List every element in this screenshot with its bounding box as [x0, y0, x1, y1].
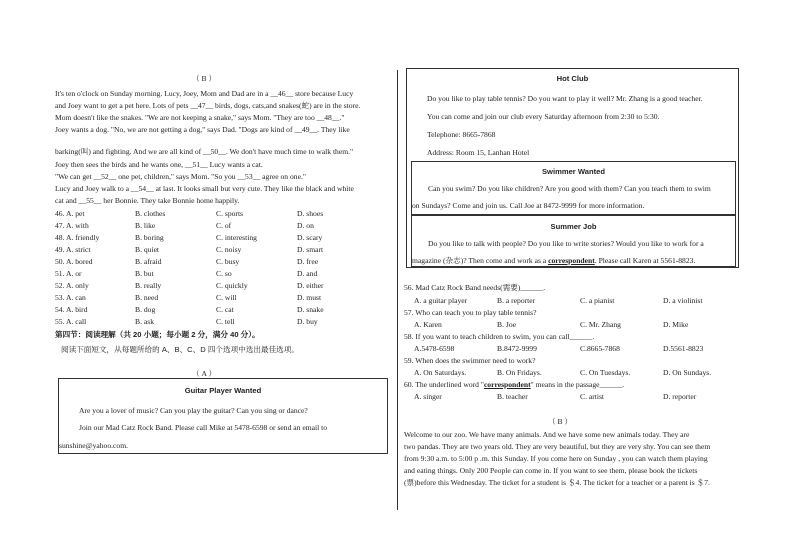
- hot-club-title: Hot Club: [556, 74, 589, 83]
- hot-club-line: You can come and join our club every Saturday afternoon from 2:30 to 5:30.: [427, 112, 660, 121]
- option-cell: B. clothes: [135, 209, 166, 218]
- option-cell: D. and: [297, 269, 318, 278]
- summer-job-box: [411, 215, 736, 267]
- passage-line: and Joey want to get a pet here. Lots of pets __47__ birds, dogs, cats,and snakes(蛇) are in the store.: [55, 101, 361, 110]
- guitar-ad-line: Join our Mad Catz Rock Band. Please call Mike at 5478-6598 or send an email to: [79, 423, 328, 432]
- question-59: 59. When does the swimmer need to work?: [404, 356, 536, 365]
- option-cell: 50. A. bored: [55, 257, 93, 266]
- option-cell: 49. A. strict: [55, 245, 91, 254]
- passage-line: Lucy and Joey walk to a __54__ at last. It looks small but very cute. They like the black and white: [55, 184, 354, 193]
- question-57: 57. Who can teach you to play table tennis?: [404, 308, 537, 317]
- underlined-word: correspondent: [548, 256, 595, 265]
- passage-line: Joey wants a dog. "No, we are not getting a dog," says Dad. "Dogs are kind of __49__. They like: [55, 125, 350, 134]
- guitar-ad-box: [58, 378, 388, 454]
- option-cell: 46. A. pet: [55, 209, 85, 218]
- q56-option-d: D. a violinist: [663, 296, 703, 305]
- q59-option-d: D. On Sundays.: [663, 368, 712, 377]
- q60-text: 60. The underlined word ": [404, 380, 484, 389]
- q56-option-b: B. a reporter: [497, 296, 536, 305]
- q60-option-c: C. artist: [580, 392, 605, 401]
- q60-text: " means in the passage______.: [530, 380, 625, 389]
- zoo-passage-line: from 9:30 a.m. to 5:00 p .m. this Sunday. If you come here on Sunday , you can watch them playing: [404, 454, 708, 463]
- section-instruction: 阅读下面短文，从每题所给的 A、B、C、D 四个选项中选出最佳选项。: [61, 345, 299, 354]
- q59-option-b: B. On Fridays.: [497, 368, 542, 377]
- option-cell: 48. A. friendly: [55, 233, 100, 242]
- option-cell: C. of: [216, 221, 232, 230]
- option-cell: D. must: [297, 293, 322, 302]
- option-cell: C. will: [216, 293, 237, 302]
- q60-option-a: A. singer: [414, 392, 442, 401]
- option-cell: D. free: [297, 257, 319, 266]
- option-cell: D. snake: [297, 305, 324, 314]
- q58-option-d: D.5561-8823: [663, 344, 704, 353]
- swimmer-ad-title: Swimmer Wanted: [541, 167, 605, 176]
- option-cell: B. need: [135, 293, 159, 302]
- option-cell: 52. A. only: [55, 281, 89, 290]
- q58-option-b: B.8472-9999: [497, 344, 537, 353]
- underlined-word: correspondent: [483, 380, 531, 389]
- q60-option-b: B. teacher: [497, 392, 528, 401]
- q59-option-c: C. On Tuesdays.: [580, 368, 631, 377]
- option-cell: C. so: [216, 269, 232, 278]
- passage-line: barking(叫) and fighting. And we are all kind of __50__. We don't have much time to walk them.": [55, 147, 354, 156]
- option-cell: 53. A. can: [55, 293, 86, 302]
- option-cell: C. noisy: [216, 245, 242, 254]
- option-cell: C. cat: [216, 305, 234, 314]
- option-cell: B. afraid: [135, 257, 162, 266]
- hot-club-line: Do you like to play table tennis? Do you want to play it well? Mr. Zhang is a good teacher.: [427, 94, 703, 103]
- passage-line: It's ten o'clock on Sunday morning. Lucy, Joey, Mom and Dad are in a __46__ store because Lucy: [55, 89, 354, 98]
- passage-b-label: （ B ）: [192, 74, 217, 83]
- section-title: 第四节：阅读理解（共 20 小题；每小题 2 分，满分 40 分）。: [55, 330, 260, 339]
- option-cell: D. scary: [297, 233, 323, 242]
- q56-option-a: A. a guitar player: [414, 296, 468, 305]
- guitar-ad-email: sunshine@yahoo.com.: [59, 441, 129, 450]
- option-cell: C. quickly: [216, 281, 248, 290]
- hot-club-address: Address: Room 15, Lanhan Hotel: [427, 148, 530, 157]
- option-cell: D. smart: [297, 245, 324, 254]
- question-60: [404, 380, 624, 389]
- q58-option-c: C.8665-7868: [580, 344, 620, 353]
- passage-line: cat and __55__ her Bonnie. They take Bonnie home happily.: [55, 196, 240, 205]
- option-cell: D. shoes: [297, 209, 324, 218]
- zoo-passage-line: and eating things. Only 200 People can come in. If you want to see them, please book the tickets: [404, 466, 698, 475]
- option-cell: 47. A. with: [55, 221, 89, 230]
- zoo-passage-line: Welcome to our zoo. We have many animals. And we have some new animals today. They are: [404, 430, 690, 439]
- q59-option-a: A. On Saturdays.: [414, 368, 467, 377]
- q57-option-a: A. Karen: [414, 320, 442, 329]
- option-cell: B. but: [135, 269, 154, 278]
- swimmer-ad-line: on Sundays? Come and join us. Call Joe at 8472-9999 for more information.: [412, 201, 645, 210]
- summer-job-line: [412, 256, 695, 265]
- passage-line: Joey then sees the birds and he wants one, __51__ Lucy wants a cat.: [55, 160, 263, 169]
- swimmer-ad-line: Can you swim? Do you like children? Are you good with them? Can you teach them to swim: [428, 184, 711, 193]
- option-cell: B. quiet: [135, 245, 160, 254]
- option-cell: 54. A. bird: [55, 305, 88, 314]
- q60-option-d: D. reporter: [663, 392, 697, 401]
- zoo-passage-line: two pandas. They are two years old. They are very beautiful, but they are very shy. You can see them: [404, 442, 711, 451]
- option-cell: D. either: [297, 281, 324, 290]
- summer-job-text: . Please call Karen at 5561-8823.: [594, 256, 696, 265]
- option-cell: B. boring: [135, 233, 164, 242]
- hot-club-phone: Telephone: 8665-7868: [427, 130, 496, 139]
- passage-a-label: （ A ）: [192, 369, 217, 378]
- guitar-ad-line: Are you a lover of music? Can you play the guitar? Can you sing or dance?: [79, 406, 308, 415]
- option-cell: D. buy: [297, 317, 318, 326]
- swimmer-ad-box: [411, 161, 736, 215]
- column-divider: [397, 70, 398, 510]
- option-cell: C. tell: [216, 317, 235, 326]
- option-cell: C. sports: [216, 209, 244, 218]
- option-cell: 51. A. or: [55, 269, 82, 278]
- option-cell: B. dog: [135, 305, 156, 314]
- passage-b-label: （ B ）: [548, 417, 573, 426]
- option-cell: D. on: [297, 221, 314, 230]
- option-cell: C. interesting: [216, 233, 257, 242]
- zoo-passage-line: (票)before this Wednesday. The ticket for a student is ＄4. The ticket for a teacher or a parent is ＄7.: [404, 478, 710, 487]
- q57-option-d: D. Mike: [663, 320, 689, 329]
- q57-option-c: C. Mr. Zhang: [580, 320, 621, 329]
- option-cell: B. really: [135, 281, 162, 290]
- question-58: 58. If you want to teach children to swim, you can call______.: [404, 332, 595, 341]
- option-cell: 55. A. call: [55, 317, 87, 326]
- q58-option-a: A.5478-6598: [414, 344, 455, 353]
- option-cell: B. like: [135, 221, 156, 230]
- passage-line: Mom doesn't like the snakes. "We are not keeping a snake," says Mom. "They are too __48__.": [55, 113, 345, 122]
- summer-job-text: magazine (杂志)? Then come and work as a: [412, 256, 549, 265]
- q57-option-b: B. Joe: [497, 320, 516, 329]
- passage-line: "We can get __52__ one pet, children," says Mom. "So you __53__ agree on one.": [55, 172, 306, 181]
- q56-option-c: C. a pianist: [580, 296, 615, 305]
- summer-job-title: Summer Job: [550, 222, 597, 231]
- option-cell: C. busy: [216, 257, 240, 266]
- ads-box: [406, 68, 739, 268]
- guitar-ad-title: Guitar Player Wanted: [184, 386, 262, 395]
- summer-job-line: Do you like to talk with people? Do you like to write stories? Would you like to work for a: [428, 239, 704, 248]
- question-56: 56. Mad Catz Rock Band needs(需要)______.: [404, 283, 546, 292]
- option-cell: B. ask: [135, 317, 154, 326]
